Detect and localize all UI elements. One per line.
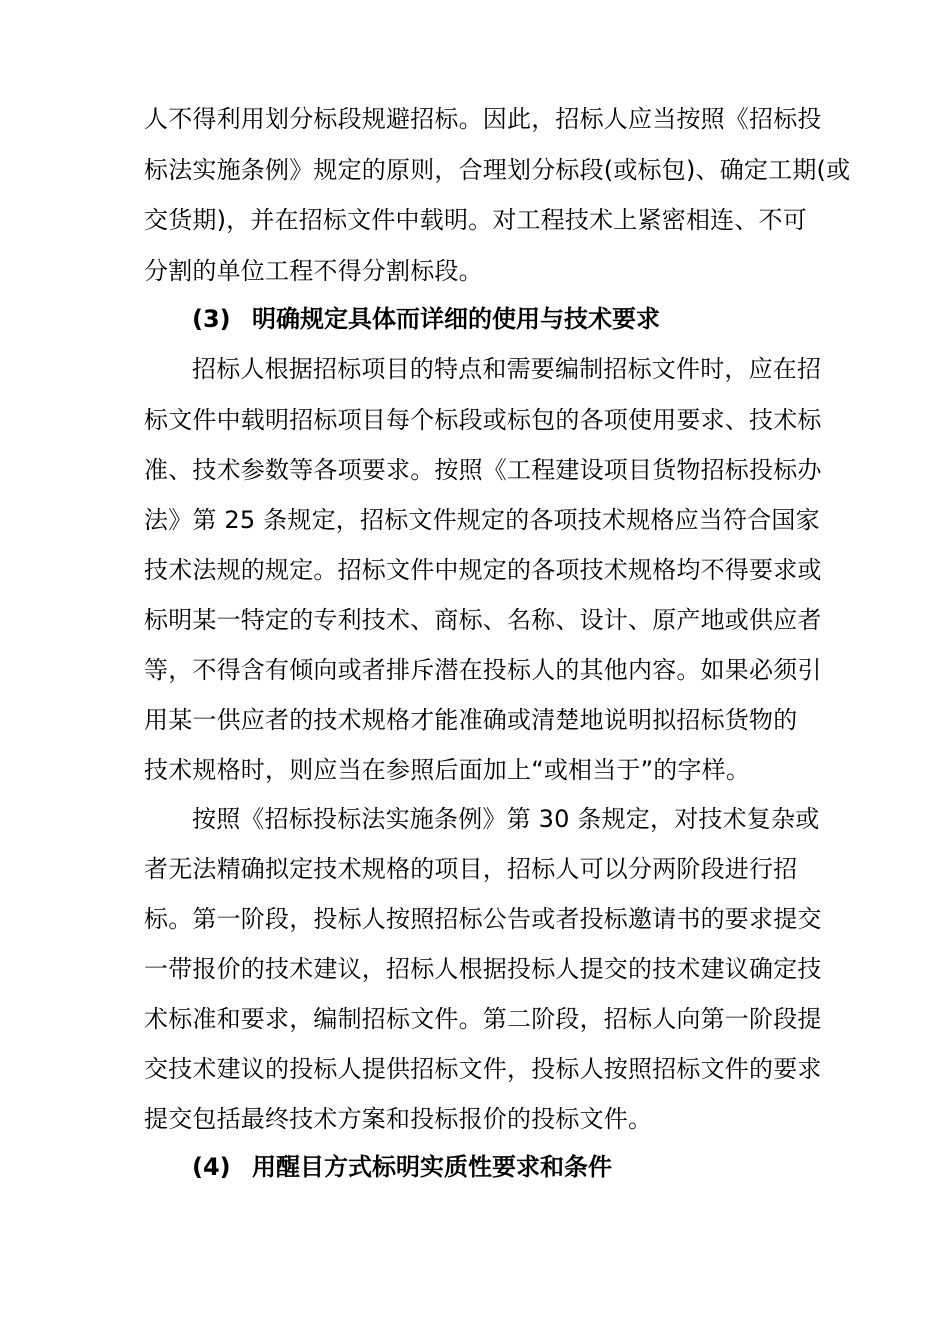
para2-line-5: 技术法规的规定。招标文件中规定的各项技术规格均不得要求或 [144, 556, 822, 584]
para2-line-8: 用某一供应者的技术规格才能准确或清楚地说明拟招标货物的 [144, 706, 798, 734]
para3-line-6: 交技术建议的投标人提供招标文件，投标人按照招标文件的要求 [144, 1055, 822, 1083]
para2-line-3: 准、技术参数等各项要求。按照《工程建设项目货物招标投标办 [144, 456, 822, 484]
para2-line-9: 技术规格时，则应当在参照后面加上“或相当于”的字样。 [144, 756, 751, 784]
heading-3-text: 明确规定具体而详细的使用与技术要求 [252, 305, 660, 333]
para1-line-1: 人不得利用划分标段规避招标。因此，招标人应当按照《招标投 [144, 105, 822, 133]
para2-line-6: 标明某一特定的专利技术、商标、名称、设计、原产地或供应者 [144, 606, 822, 634]
para1-line-3: 交货期)，并在招标文件中载明。对工程技术上紧密相连、不可 [144, 206, 807, 234]
para1-line-4: 分割的单位工程不得分割标段。 [144, 257, 483, 285]
section-heading-4 [192, 1152, 612, 1182]
para2-line-4: 法》第 25 条规定，招标文件规定的各项技术规格应当符合国家 [144, 506, 820, 534]
heading-3-number: (3) [192, 305, 231, 333]
para3-line-7: 提交包括最终技术方案和投标报价的投标文件。 [144, 1105, 653, 1133]
para2-line-7: 等，不得含有倾向或者排斥潜在投标人的其他内容。如果必须引 [144, 656, 822, 684]
para3-line-3: 标。第一阶段，投标人按照招标公告或者投标邀请书的要求提交 [144, 905, 822, 933]
para1-line-2: 标法实施条例》规定的原则，合理划分标段(或标包)、确定工期(或 [144, 156, 851, 184]
para2-line-2: 标文件中载明招标项目每个标段或标包的各项使用要求、技术标 [144, 406, 822, 434]
para3-line-4: 一带报价的技术建议，招标人根据投标人提交的技术建议确定技 [144, 955, 822, 983]
heading-4-text: 用醒目方式标明实质性要求和条件 [252, 1153, 612, 1181]
para3-line-5: 术标准和要求，编制招标文件。第二阶段，招标人向第一阶段提 [144, 1005, 822, 1033]
para2-line-1: 招标人根据招标项目的特点和需要编制招标文件时，应在招 [192, 355, 822, 383]
section-heading-3 [192, 304, 660, 334]
heading-4-number: (4) [192, 1153, 231, 1181]
para3-line-1: 按照《招标投标法实施条例》第 30 条规定，对技术复杂或 [192, 805, 820, 833]
para3-line-2: 者无法精确拟定技术规格的项目，招标人可以分两阶段进行招 [144, 855, 798, 883]
